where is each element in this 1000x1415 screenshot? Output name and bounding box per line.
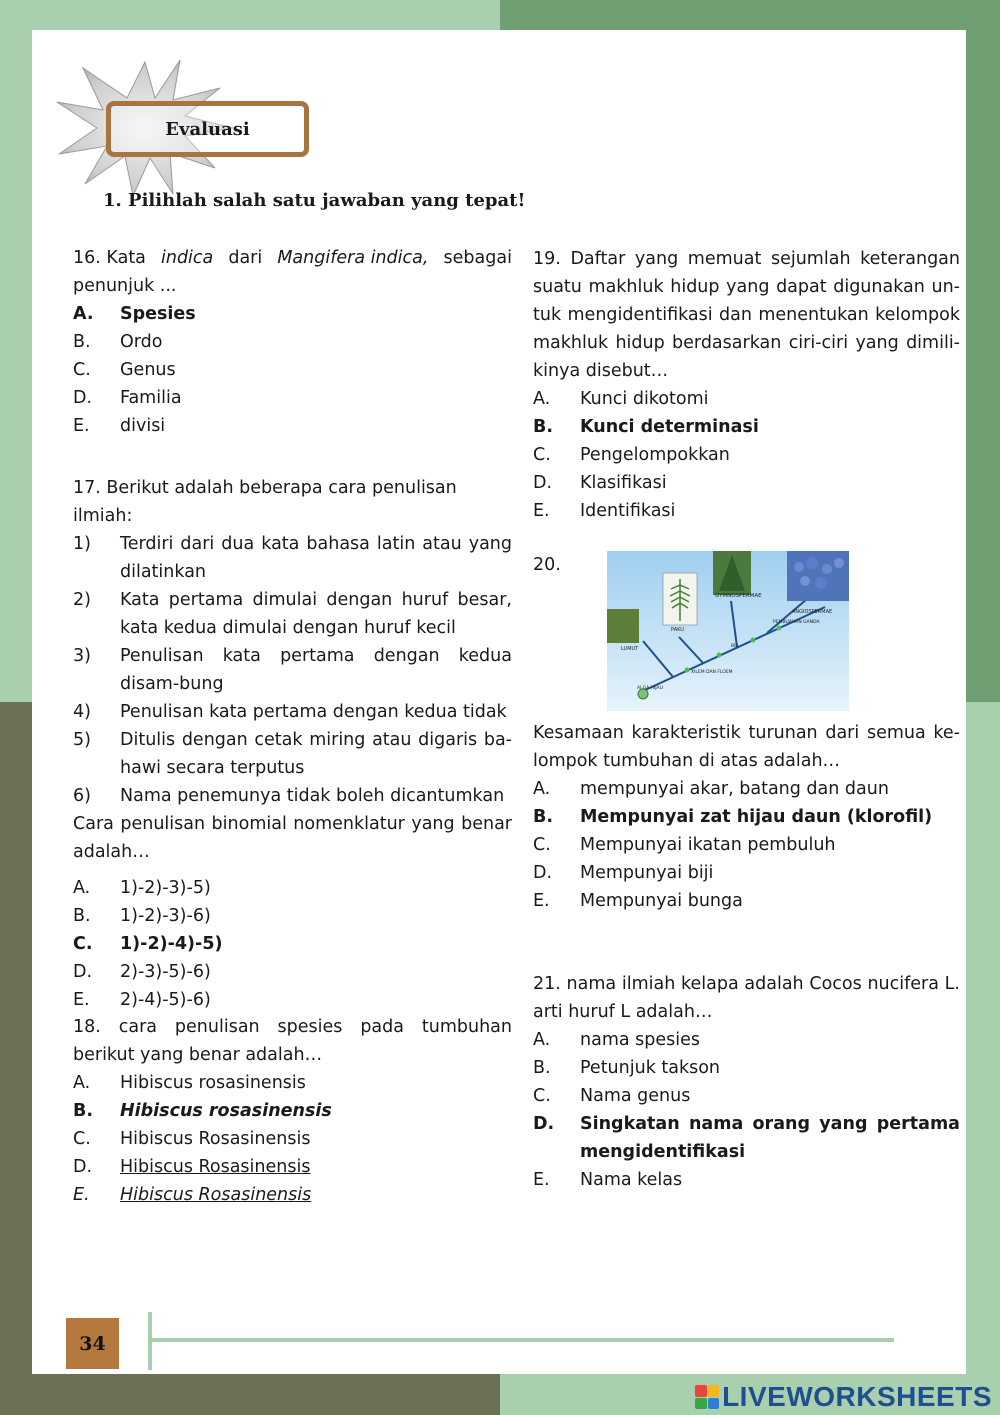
option-text: Ordo <box>120 332 163 352</box>
frame-top-left <box>0 0 500 30</box>
frame-bottom-left <box>0 1374 500 1415</box>
option-letter: C. <box>73 360 91 380</box>
statement-number: 4) <box>73 702 91 722</box>
question-16 <box>73 244 512 440</box>
frame-right-lower <box>966 702 1000 1415</box>
label-paku: PAKU <box>671 627 684 633</box>
option-19-c[interactable] <box>533 441 960 469</box>
option-text: Kunci determinasi <box>580 417 759 437</box>
liveworksheets-logo[interactable] <box>695 1381 992 1413</box>
option-letter: E. <box>533 501 550 521</box>
question-21 <box>533 970 960 1194</box>
option-letter: B. <box>73 906 91 926</box>
label-xilem-floem: XILEM DAN FLOEM <box>691 670 733 675</box>
statement-number: 3) <box>73 646 91 666</box>
option-16-a[interactable] <box>73 300 512 328</box>
option-letter: C. <box>73 934 93 954</box>
label-biji: BIJI <box>731 644 739 649</box>
option-20-a[interactable] <box>533 775 960 803</box>
statement-text: Penulisan kata pertama dengan kedua disam-bung <box>120 646 512 694</box>
statement-2 <box>73 586 512 642</box>
option-text: 2)-4)-5)-6) <box>120 990 211 1010</box>
option-letter: A. <box>533 1030 551 1050</box>
option-letter: A. <box>73 304 94 324</box>
option-letter: A. <box>533 389 551 409</box>
statement-text: Kata pertama dimulai dengan huruf besar, kata kedua dimulai dengan huruf kecil <box>120 590 512 638</box>
question-19-stem: 19. Daftar yang memuat sejumlah keterangan suatu makhluk hidup yang dapat digunakan un-tuk mengidentifikasi dan menentukan kelompok makhluk hidup berdasarkan ciri-ciri yang dimili-kinya disebut… <box>533 249 960 381</box>
plant-cladogram <box>607 551 849 711</box>
option-text: Petunjuk takson <box>580 1058 721 1078</box>
question-16-word: dari <box>228 248 263 268</box>
option-letter: E. <box>533 891 550 911</box>
question-18 <box>73 1013 512 1209</box>
label-alga-hijau: ALGA HIJAU <box>637 686 663 691</box>
question-19 <box>533 245 960 525</box>
option-21-d[interactable] <box>533 1110 960 1166</box>
label-lumut: LUMUT <box>621 646 639 652</box>
option-letter: A. <box>73 1073 91 1093</box>
option-text: Singkatan nama orang yang pertama mengidentifikasi <box>580 1114 960 1162</box>
question-20-stem: Kesamaan karakteristik turunan dari semua ke-lompok tumbuhan di atas adalah… <box>533 723 960 771</box>
option-letter: B. <box>73 1101 93 1121</box>
option-text: Mempunyai biji <box>580 863 714 883</box>
frame-left-lower <box>0 702 32 1415</box>
option-text: Identifikasi <box>580 501 676 521</box>
option-letter: E. <box>73 990 90 1010</box>
option-letter: D. <box>73 388 93 408</box>
statement-text: Ditulis dengan cetak miring atau digaris ba-hawi secara terputus <box>120 730 512 778</box>
option-18-b[interactable] <box>73 1097 512 1125</box>
statement-number: 6) <box>73 786 91 806</box>
option-17-e[interactable] <box>73 986 512 1014</box>
option-letter: B. <box>533 1058 551 1078</box>
question-17-stem: 17. Berikut adalah beberapa cara penulisan ilmiah: <box>73 478 457 526</box>
option-16-c[interactable] <box>73 356 512 384</box>
statement-number: 1) <box>73 534 91 554</box>
option-letter: A. <box>533 779 551 799</box>
question-16-line2: penunjuk ... <box>73 276 177 296</box>
option-19-a[interactable] <box>533 385 960 413</box>
option-text: 1)-2)-3)-5) <box>120 878 211 898</box>
moss-image <box>607 609 639 643</box>
option-letter: E. <box>73 416 90 436</box>
option-16-d[interactable] <box>73 384 512 412</box>
option-text: Klasifikasi <box>580 473 667 493</box>
option-letter: C. <box>73 1129 91 1149</box>
question-16-epithet: indica <box>160 248 214 268</box>
option-letter: E. <box>533 1170 550 1190</box>
option-18-e[interactable] <box>73 1181 512 1209</box>
label-angiospermae: ANGIOSPERMAE <box>792 609 833 615</box>
page-number: 34 <box>66 1318 119 1369</box>
option-20-e[interactable] <box>533 887 960 915</box>
liveworksheets-icon <box>695 1385 719 1409</box>
option-20-c[interactable] <box>533 831 960 859</box>
option-text: Mempunyai zat hijau daun (klorofil) <box>580 807 933 827</box>
option-letter: C. <box>533 1086 551 1106</box>
option-letter: A. <box>73 878 91 898</box>
option-letter: B. <box>533 807 553 827</box>
option-letter: B. <box>73 332 91 352</box>
option-21-a[interactable] <box>533 1026 960 1054</box>
brand-name: LIVEWORKSHEETS <box>722 1381 992 1412</box>
option-text: Mempunyai bunga <box>580 891 743 911</box>
option-18-c[interactable] <box>73 1125 512 1153</box>
option-17-b[interactable] <box>73 902 512 930</box>
option-text: Hibiscus Rosasinensis <box>120 1157 311 1177</box>
statement-3 <box>73 642 512 698</box>
option-21-c[interactable] <box>533 1082 960 1110</box>
option-17-c[interactable] <box>73 930 512 958</box>
option-17-d[interactable] <box>73 958 512 986</box>
option-16-b[interactable] <box>73 328 512 356</box>
statement-text: Nama penemunya tidak boleh dicantumkan <box>120 786 505 806</box>
option-text: Pengelompokkan <box>580 445 730 465</box>
option-text: Hibiscus rosasinensis <box>120 1101 332 1121</box>
option-text: Nama genus <box>580 1086 691 1106</box>
question-16-species: Mangifera indica, <box>277 248 429 268</box>
option-text: 1)-2)-3)-6) <box>120 906 211 926</box>
option-letter: E. <box>73 1185 90 1205</box>
question-18-stem: 18. cara penulisan spesies pada tumbuhan berikut yang benar adalah… <box>73 1017 512 1065</box>
statement-number: 2) <box>73 590 91 610</box>
option-text: Mempunyai ikatan pembuluh <box>580 835 836 855</box>
statement-4 <box>73 698 512 726</box>
option-20-b[interactable] <box>533 803 960 831</box>
option-letter: D. <box>73 1157 93 1177</box>
option-19-d[interactable] <box>533 469 960 497</box>
question-17-question: Cara penulisan binomial nomenklatur yang benar adalah… <box>73 814 512 862</box>
option-18-a[interactable] <box>73 1069 512 1097</box>
option-16-e[interactable] <box>73 412 512 440</box>
option-letter: C. <box>533 445 551 465</box>
question-21-stem: 21. nama ilmiah kelapa adalah Cocos nucifera L. arti huruf L adalah… <box>533 974 960 1022</box>
statement-text: Penulisan kata pertama dengan kedua tidak <box>120 702 507 722</box>
question-16-number: 16. <box>73 248 101 268</box>
label-gymnospermae: GYMNOSPERMAE <box>715 593 762 599</box>
question-17 <box>73 474 512 1014</box>
option-21-b[interactable] <box>533 1054 960 1082</box>
frame-right-upper <box>966 0 1000 702</box>
question-16-word: sebagai <box>443 248 512 268</box>
option-text: Hibiscus rosasinensis <box>120 1073 306 1093</box>
option-text: 1)-2)-4)-5) <box>120 934 223 954</box>
statement-1 <box>73 530 512 586</box>
option-20-d[interactable] <box>533 859 960 887</box>
option-text: divisi <box>120 416 166 436</box>
option-text: Hibiscus Rosasinensis <box>120 1185 312 1205</box>
option-19-e[interactable] <box>533 497 960 525</box>
option-text: 2)-3)-5)-6) <box>120 962 211 982</box>
option-letter: B. <box>533 417 553 437</box>
option-text: Kunci dikotomi <box>580 389 709 409</box>
option-text: Nama kelas <box>580 1170 683 1190</box>
statement-number: 5) <box>73 730 91 750</box>
option-letter: D. <box>533 863 553 883</box>
question-16-line1 <box>73 244 512 272</box>
option-letter: D. <box>73 962 93 982</box>
instruction: 1. Pilihlah salah satu jawaban yang tepat! <box>103 190 526 211</box>
question-20-number: 20. <box>533 555 561 575</box>
question-16-word: Kata <box>106 248 146 268</box>
option-text: Spesies <box>120 304 196 324</box>
option-text: Genus <box>120 360 176 380</box>
option-21-e[interactable] <box>533 1166 960 1194</box>
statement-6 <box>73 782 512 810</box>
statement-5 <box>73 726 512 782</box>
option-text: Hibiscus Rosasinensis <box>120 1129 311 1149</box>
frame-top-right <box>500 0 1000 30</box>
option-letter: D. <box>533 473 553 493</box>
option-letter: C. <box>533 835 551 855</box>
frame-left-upper <box>0 0 32 702</box>
option-18-d[interactable] <box>73 1153 512 1181</box>
option-19-b[interactable] <box>533 413 960 441</box>
label-pembuahan-ganda: PEMBUAHAN GANDA <box>773 620 820 625</box>
statement-text: Terdiri dari dua kata bahasa latin atau yang dilatinkan <box>120 534 512 582</box>
option-text: mempunyai akar, batang dan daun <box>580 779 889 799</box>
option-text: nama spesies <box>580 1030 701 1050</box>
footer-divider-horizontal <box>150 1338 894 1342</box>
section-title: Evaluasi <box>106 101 309 157</box>
option-text: Familia <box>120 388 182 408</box>
option-17-a[interactable] <box>73 874 512 902</box>
question-20 <box>533 719 960 915</box>
option-letter: D. <box>533 1114 555 1134</box>
